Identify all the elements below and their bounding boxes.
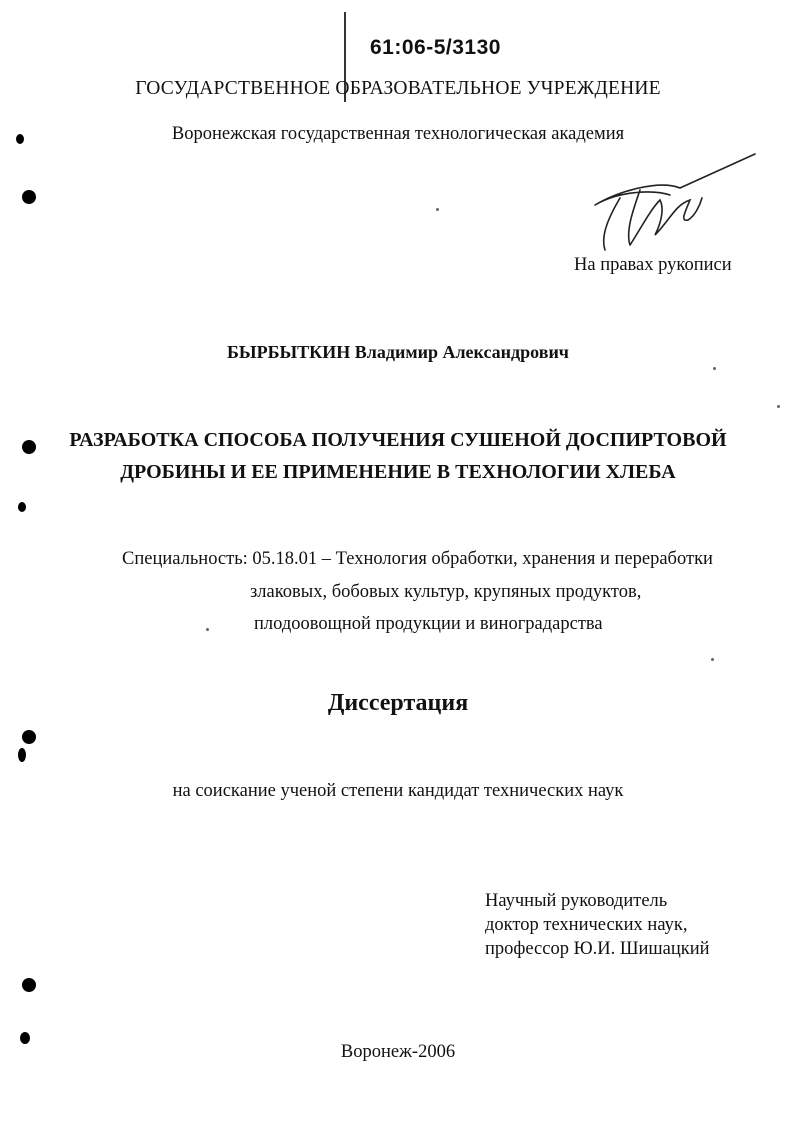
punch-hole-icon bbox=[20, 1032, 30, 1044]
scan-speck bbox=[777, 405, 780, 408]
archive-stamp-number: 61:06-5/3130 bbox=[370, 36, 501, 59]
dissertation-title bbox=[0, 424, 796, 488]
supervisor-line-1: Научный руководитель bbox=[485, 891, 668, 911]
scan-speck bbox=[206, 628, 209, 631]
signature-icon bbox=[560, 150, 760, 260]
city-year: Воронеж-2006 bbox=[340, 1042, 456, 1062]
institution-type: ГОСУДАРСТВЕННОЕ ОБРАЗОВАТЕЛЬНОЕ УЧРЕЖДЕНИЕ bbox=[135, 78, 661, 99]
scan-speck bbox=[711, 658, 714, 661]
degree-line: на соискание ученой степени кандидат технических наук bbox=[172, 781, 624, 801]
punch-hole-icon bbox=[22, 440, 36, 454]
punch-hole-icon bbox=[16, 134, 24, 144]
document-type-heading: Диссертация bbox=[327, 690, 469, 716]
scan-speck bbox=[436, 208, 439, 211]
punch-hole-icon bbox=[18, 748, 26, 762]
punch-hole-icon bbox=[22, 190, 36, 204]
specialty-line-2: злаковых, бобовых культур, крупяных продуктов, bbox=[250, 582, 642, 602]
punch-hole-icon bbox=[22, 978, 36, 992]
author-name: БЫРБЫТКИН Владимир Александрович bbox=[227, 342, 569, 362]
title-line-1: РАЗРАБОТКА СПОСОБА ПОЛУЧЕНИЯ СУШЕНОЙ ДОСПИРТОВОЙ bbox=[69, 429, 727, 451]
punch-hole-icon bbox=[18, 502, 26, 512]
supervisor-line-3: профессор Ю.И. Шишацкий bbox=[485, 939, 710, 959]
scan-speck bbox=[713, 367, 716, 370]
supervisor-block bbox=[485, 889, 710, 961]
specialty-line-3: плодоовощной продукции и виноградарства bbox=[254, 614, 603, 634]
institution-name: Воронежская государственная технологическая академия bbox=[171, 124, 625, 144]
punch-hole-icon bbox=[22, 730, 36, 744]
supervisor-line-2: доктор технических наук, bbox=[485, 915, 688, 935]
specialty-line-1: Специальность: 05.18.01 – Технология обработки, хранения и переработки bbox=[122, 549, 713, 569]
manuscript-rights-note: На правах рукописи bbox=[574, 255, 732, 275]
title-line-2: ДРОБИНЫ И ЕЕ ПРИМЕНЕНИЕ В ТЕХНОЛОГИИ ХЛЕБА bbox=[120, 461, 676, 483]
